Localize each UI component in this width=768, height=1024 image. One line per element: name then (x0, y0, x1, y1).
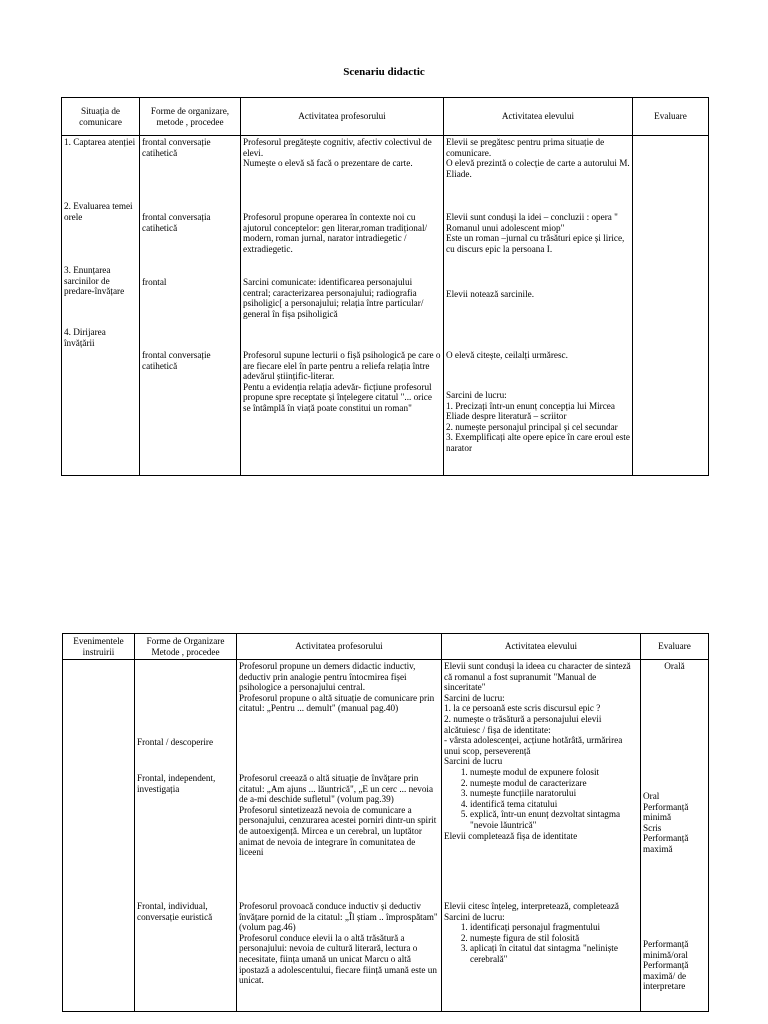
teacher-text: Profesorul pregătește cognitiv, afectiv colectivul de elevi. (243, 137, 432, 158)
student-text: - vârsta adolescenței, acțiune hotărâtă, urmărirea unui scop, perseverență (444, 735, 623, 756)
event-evaluarea: 2. Evaluarea temei orele (64, 201, 133, 222)
student-text: Elevii se pregătesc pentru prima situație de comunicare. (446, 137, 605, 158)
scenario-table-2 (62, 633, 709, 1012)
method-text: frontal conversația catihetică (142, 212, 211, 233)
table-row (63, 660, 709, 1012)
evaluation-text: Oral (643, 791, 660, 801)
list-item: 3. numește funcțiile naratorului (470, 788, 638, 799)
task-list (444, 767, 638, 831)
list-item: 2. numește modul de caracterizare (470, 778, 638, 789)
student-text: Elevii citesc înțeleg, interpretează, completează (444, 901, 619, 911)
method-text: frontal conversație catihetică (142, 350, 211, 371)
list-item: 1. identificați personajul fragmentului (470, 922, 638, 933)
scenario-table-1 (61, 97, 709, 476)
teacher-text: Profesorul supune lecturii o fișă psihologică pe care o are fiecare elel în parte pentru a reliefa relația între adevărul științific-literar. (243, 350, 441, 382)
evaluation-cell (633, 136, 709, 476)
student-text: Elevii notează sarcinile. (446, 289, 535, 299)
list-item: 4. identifică tema citatului (470, 799, 638, 810)
evaluation-text: Performanță minimă (643, 801, 689, 823)
student-text: Este un roman –jurnal cu trăsături epice și lirice, cu discurs epic la persoana I. (446, 233, 625, 254)
evaluation-text: Performanță minimă/oral (643, 939, 689, 960)
header-cell: Activitatea elevului (444, 98, 633, 136)
student-text: O elevă prezintă o colecție de carte a autorului M. Eliade. (446, 158, 630, 179)
teacher-text: Pentu a evidenția relația adevăr- ficțiune profesorul propune spre receptate și înțelegere citatul "... orice se întâmplă în viață poate constitui un roman" (243, 381, 432, 413)
task-list (444, 922, 638, 964)
header-cell: Forme de Organizare Metode , procedee (135, 634, 237, 660)
header-cell: Evaluare (641, 634, 709, 660)
header-cell: Evenimentele instruirii (63, 634, 135, 660)
method-text: Frontal, individual, conversație euristică (137, 901, 213, 922)
student-text: 2. numește personajul principal și cel secundar (446, 421, 618, 432)
teacher-text: Profesorul sintetizează nevoia de comunicare a personajului, cenzurarea acestei porniri dintr-un spirit de autoexigență. Mircea e un cerebral, un luptător animat de nevoia de integrare în comunitatea de liceeni (239, 804, 437, 858)
list-item: 2. numește figura de stil folosită (470, 933, 638, 944)
teacher-text: Sarcini comunicate: identificarea personajului central; caracterizarea personajului; radiografia psiholigic[ a personajului; relația între particular/ general în fișa psiholigică (243, 277, 424, 319)
list-item: 3. aplicați în citatul dat sintagma "neliniște cerebrală" (470, 943, 638, 964)
student-text: Sarcini de lucru: (446, 390, 507, 400)
table-row (62, 136, 709, 476)
teacher-text: Profesorul creează o altă situație de învățare prin citatul: „Am ajuns ... lăuntrică", „E un cerc ... nevoia de a-mi deschide sufletul" (volum pag.39) (239, 773, 434, 805)
student-text: Elevii sunt conduși la idei – concluzii : opera " Romanul unui adolescent miop" (446, 212, 618, 233)
header-cell: Evaluare (633, 98, 709, 136)
event-dirijarea: 4. Dirijarea învățării (64, 327, 106, 348)
student-text: O elevă citește, ceilalți urmăresc. (446, 350, 568, 360)
list-item: 5. explică, într-un enunț dezvoltat sintagma "nevoie lăuntrică" (470, 809, 638, 830)
teacher-text: Numește o elevă să facă o prezentare de carte. (243, 158, 413, 169)
header-cell: Situația de comunicare (62, 98, 140, 136)
evaluation-text: Scris (643, 822, 662, 833)
method-text: Frontal / descoperire (137, 737, 214, 747)
teacher-text: Profesorul propune o altă situație de comunicare prin citatul: „Pentru ... demult" (manual pag.40) (239, 692, 435, 714)
student-text: Elevii sunt conduși la ideea cu character de sinteză că romanul a fost supranumit "Manual de sinceritate" (444, 661, 631, 693)
student-text: Sarcini de lucru (444, 756, 503, 767)
evaluation-text: Performanță maximă/ de interpretare (643, 960, 689, 992)
teacher-text: Profesorul propune un demers didactic inductiv, deductiv prin analogie pentru întocmirea fișei psihologice a personajului central. (239, 661, 416, 693)
student-text: Elevii completează fișa de identitate (444, 830, 578, 841)
student-text: 1. Precizați într-un enunț concepția lui Mircea Eliade despre literatură – scriitor (446, 400, 615, 422)
header-cell: Forme de organizare, metode , procedee (140, 98, 241, 136)
student-text: 3. Exemplificați alte opere epice în care eroul este narator (446, 432, 630, 453)
page-title: Scenariu didactic (343, 66, 425, 78)
student-text: Sarcini de lucru: (444, 911, 505, 922)
teacher-text: Profesorul conduce elevii la o altă trăsătură a personajului: nevoia de cultură literară, lectura o necesitate, ființa umană un unicat Marcu o altă ipostază a adolescentului, fiecare ființă umană este un unicat. (239, 932, 437, 986)
event-enuntarea: 3. Enunțarea sarcinilor de predare-învățare (64, 265, 125, 297)
header-cell: Activitatea profesorului (237, 634, 442, 660)
method-text: Frontal, independent, investigația (137, 773, 216, 794)
method-text: frontal conversație catihetică (142, 137, 211, 158)
teacher-text: Profesorul propune operarea în contexte noi cu ajutorul conceptelor: gen literar,roman tradițional/ modern, roman jurnal, narator intradiegetic / extradiegetic. (243, 212, 428, 254)
table-header-row (62, 98, 709, 136)
teacher-text: Profesorul provoacă conduce inductiv și deductiv învățare pornid de la citatul: „Îl știam .. împrospătam" (volum pag.46) (239, 901, 438, 933)
student-text: 1. la ce persoană este scris discursul epic ? (444, 703, 601, 714)
evaluation-text: Orală (664, 661, 685, 671)
event-cell (63, 660, 135, 1012)
evaluation-text: Performanță maximă (643, 833, 689, 854)
header-cell: Activitatea profesorului (241, 98, 444, 136)
header-cell: Activitatea elevului (442, 634, 641, 660)
student-text: 2. numește o trăsătură a personajului elevii alcătuiesc / fișa de identitate: (444, 713, 602, 735)
list-item: 1. numește modul de expunere folosit (470, 767, 638, 778)
event-captarea: 1. Captarea atenției (64, 137, 136, 147)
method-text: frontal (142, 277, 167, 287)
student-text: Sarcini de lucru: (444, 692, 505, 703)
table-header-row (63, 634, 709, 660)
